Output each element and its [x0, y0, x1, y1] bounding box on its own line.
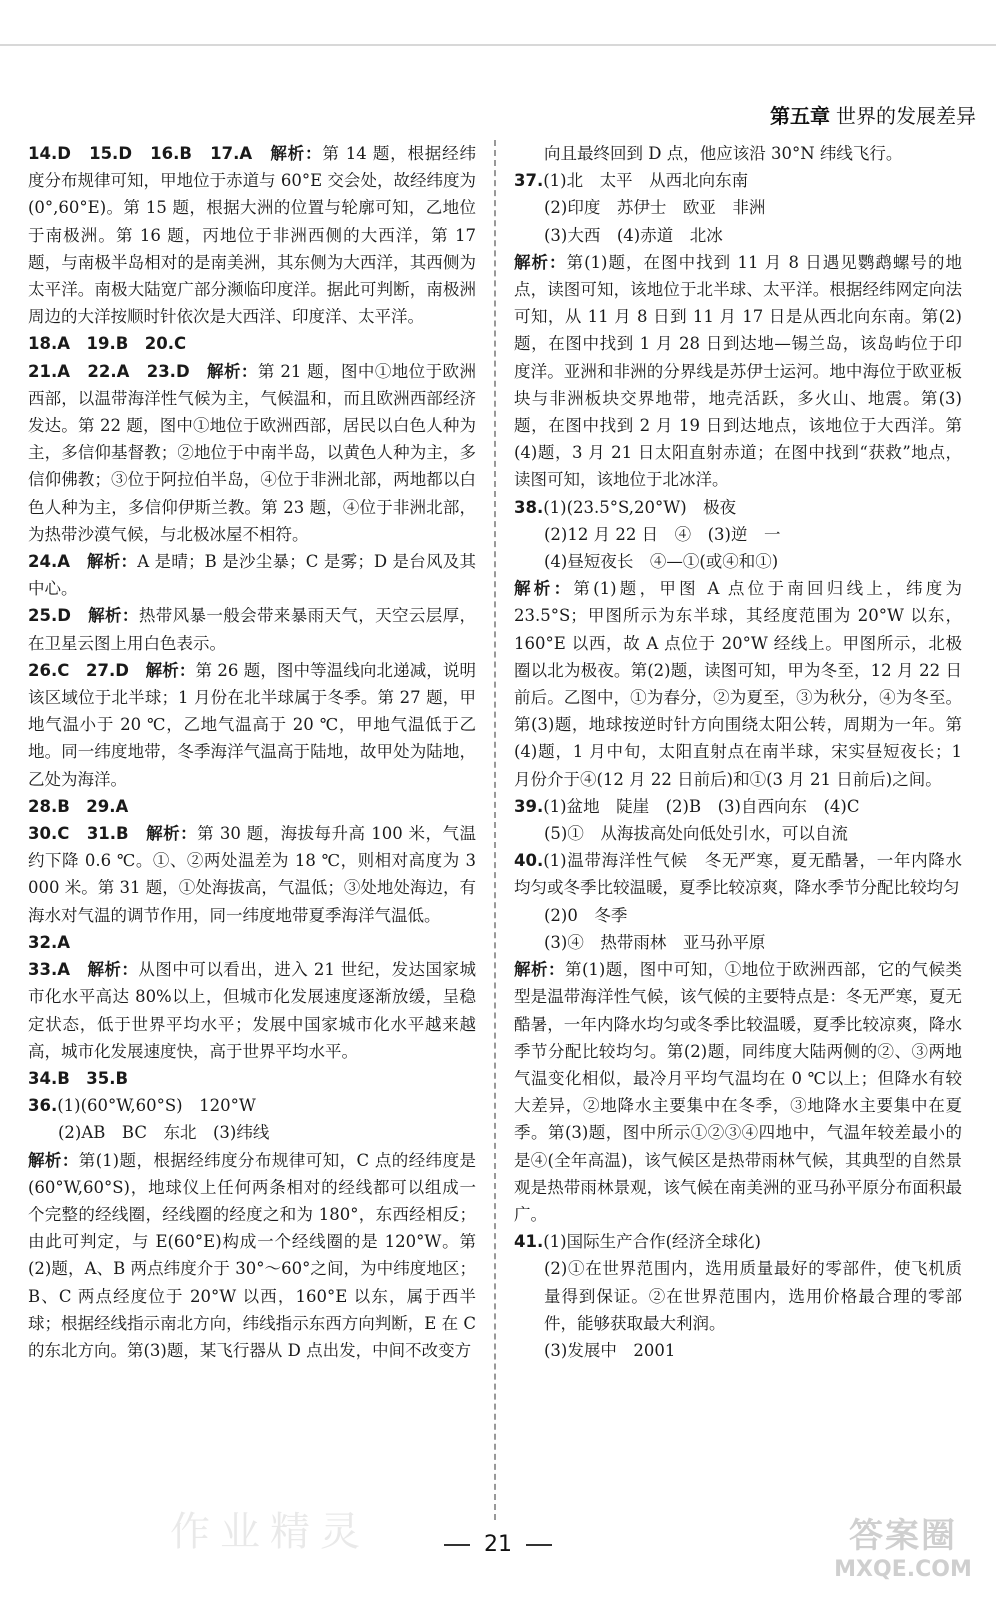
answer-line: [514, 575, 962, 793]
answer-text: 第 21 题，图中①地位于欧洲西部，以温带海洋性气候为主，气候温和，而且欧洲西部经济发达。第 22 题，图中①地位于欧洲西部，居民以白色人种为主，多信仰基督教；②地位于中南半岛，以黄色人种为主，多信仰佛教；③位于阿拉伯半岛，④位于非洲北部，两地都以白色人种为主，多信仰伊斯兰教。第 23 题，④位于非洲北部，为热带沙漠气候，与北极冰屋不相符。: [28, 361, 476, 544]
answer-line: [28, 358, 476, 548]
answer-text: (2)印度 苏伊士 欧亚 非洲: [544, 198, 766, 218]
answer-number: 36.: [28, 1096, 58, 1116]
answer-number: 39.: [514, 796, 544, 816]
answer-line: [28, 1065, 476, 1092]
answer-number: 21.A 22.A 23.D 解析：: [28, 361, 258, 381]
answer-line: [514, 929, 962, 956]
answer-line: [514, 194, 962, 221]
answer-number: 34.B 35.B: [28, 1068, 129, 1088]
answer-text: (2)AB BC 东北 (3)纬线: [58, 1123, 270, 1143]
answer-text: (1)国际生产合作(经济全球化): [543, 1232, 761, 1252]
right-column: [514, 140, 962, 1364]
page-number-value: 21: [484, 1532, 512, 1557]
answer-line: [514, 1337, 962, 1364]
watermark-logo-url: MXQE.COM: [834, 1557, 972, 1582]
answer-text: 第 14 题，根据经纬度分布规律可知，甲地位于赤道与 60°E 交会处，故经纬度为(0°,60°E)。第 15 题，根据大洲的位置与轮廓可知，乙地位于南极洲。第 16 题，丙地位于非洲西侧的大西洋，第 17 题，与南极半岛相对的是南美洲，其东侧为大西洋，其西侧为太平洋。南极大陆宽广部分濒临印度洋。据此可判断，南极洲周边的大洋按顺时针依次是大西洋、印度洋、太平洋。: [28, 144, 476, 327]
answer-line: [514, 140, 962, 167]
answer-line: [28, 330, 476, 357]
answer-number: 解析：: [28, 1150, 79, 1170]
answer-text: 第(1)题，在图中找到 11 月 8 日遇见鹦鹉螺号的地点，读图可知，该地位于北半球、太平洋。根据经纬网定向法可知，从 11 月 8 日到 11 月 17 日是从西北向东南。第(2)题，在图中找到 1 月 28 日到达地—锡兰岛，该岛屿位于印度洋。亚洲和非洲的分界线是苏伊士运河。地中海位于欧亚板块与非洲板块交界地带，地壳活跃，多火山、地震。第(3)题，在图中找到 2 月 19 日到达地点，该地位于大西洋。第(4)题，3 月 21 日太阳直射赤道；在图中找到“获救”地点，读图可知，该地位于北冰洋。: [514, 252, 962, 490]
answer-text: (3)发展中 2001: [544, 1340, 676, 1360]
watermark-left: 作业精灵: [170, 1509, 370, 1555]
answer-text: (1)温带海洋性气候 冬无严寒，夏无酷暑，一年内降水均匀或冬季比较温暖，夏季比较凉爽，降水季节分配比较均匀: [514, 851, 962, 898]
answer-number: 24.A 解析：: [28, 552, 138, 572]
answer-text: 第(1)题，图中可知，①地位于欧洲西部，它的气候类型是温带海洋性气候，该气候的主要特点是：冬无严寒，夏无酷暑，一年内降水均匀或冬季比较温暖，夏季比较凉爽，降水季节分配比较均匀。第(2)题，同纬度大陆两侧的②、③两地气温变化相似，最冷月平均气温均在 0 ℃以上；但降水有较大差异，②地降水主要集中在冬季，③地降水主要集中在夏季。第(3)题，图中所示①②③④四地中，气温年较差最小的是④(全年高温)，该气候区是热带雨林气候，其典型的自然景观是热带雨林景观，该气候在南美洲的亚马孙平原分布面积最广。: [514, 960, 963, 1224]
answer-text: (4)昼短夜长 ④—①(或④和①): [544, 552, 779, 572]
answer-text: (5)① 从海拔高处向低处引水，可以自流: [544, 824, 848, 844]
answer-number: 37.: [514, 171, 544, 191]
answer-line: [28, 820, 476, 929]
answer-text: 第(1)题，甲图 A 点位于南回归线上，纬度为 23.5°S；甲图所示为东半球，其经度范围为 20°W 以东，160°E 以西，故 A 点位于 20°W 经线上。甲图所示，北极圈以北为极夜。第(2)题，读图可知，甲为冬至，12 月 22 日前后。乙图中，①为春分，②为夏至，③为秋分，④为冬至。第(3)题，地球按逆时针方向围绕太阳公转，周期为一年。第(4)题，1 月中旬，太阳直射点在南半球，宋实昼短夜长；1 月份介于④(12 月 22 日前后)和①(3 月 21 日前后)之间。: [514, 579, 963, 789]
answer-text: (2)12 月 22 日 ④ (3)逆 一: [544, 524, 781, 544]
answer-text: (2)①在世界范围内，选用质量最好的零部件，使飞机质量得到保证。②在世界范围内，选用价格最合理的零部件，能够获取最大利润。: [544, 1259, 962, 1333]
answer-number: 18.A 19.B 20.C: [28, 334, 187, 354]
answer-line: [28, 1092, 476, 1119]
answer-number: 解析：: [514, 960, 565, 980]
page-dash-right: [526, 1544, 552, 1546]
answer-number: 32.A: [28, 932, 70, 952]
answer-line: [514, 820, 962, 847]
watermark-logo-title: 答案圈: [849, 1516, 957, 1556]
answer-line: [514, 167, 962, 194]
answer-number: 26.C 27.D 解析：: [28, 660, 196, 680]
answer-number: 40.: [514, 851, 544, 871]
answer-text: 第 26 题，图中等温线向北递减，说明该区域位于北半球；1 月份在北半球属于冬季。第 27 题，甲地气温小于 20 ℃，乙地气温高于 20 ℃，甲地气温低于乙地。同一纬度地带，冬季海洋气温高于陆地，故甲处为陆地，乙处为海洋。: [28, 660, 476, 789]
answer-line: [28, 657, 476, 793]
chapter-title: 世界的发展差异: [836, 104, 976, 128]
chapter-number: 第五章: [770, 104, 830, 128]
answer-line: [28, 1119, 476, 1146]
answer-line: [28, 602, 476, 656]
answer-line: [514, 793, 962, 820]
answer-line: [514, 1228, 962, 1255]
answer-text: 热带风暴一般会带来暴雨天气，天空云层厚，在卫星云图上用白色表示。: [28, 606, 477, 653]
answer-number: 解析：: [514, 252, 567, 272]
answer-number: 25.D 解析：: [28, 606, 139, 626]
answer-text: 第 30 题，海拔每升高 100 米，气温约下降 0.6 ℃。①、②两处温差为 18 ℃，则相对高度为 3 000 米。第 31 题，①处海拔高，气温低；③处地处海边，有海水对气温的调节作用，同一纬度地带夏季海洋气温低。: [28, 824, 476, 925]
answer-number: 38.: [514, 497, 544, 517]
answer-text: (1)盆地 陡崖 (2)B (3)自西向东 (4)C: [543, 796, 860, 816]
chapter-header: [770, 100, 976, 129]
answer-line: [514, 249, 962, 494]
answer-text: (2)0 冬季: [544, 905, 628, 925]
page-dash-left: [444, 1544, 470, 1546]
column-divider: [494, 140, 496, 1520]
answer-line: [28, 140, 476, 330]
answer-line: [514, 956, 962, 1228]
answer-number: 14.D 15.D 16.B 17.A 解析：: [28, 144, 323, 163]
answer-line: [28, 1147, 476, 1365]
answer-text: 第(1)题，根据经纬度分布规律可知，C 点的经纬度是(60°W,60°S)，地球仪上任何两条相对的经线都可以组成一个完整的经线圈，经线圈的经度之和为 180°，东西经相反；由此可判定，与 E(60°E)构成一个经线圈的是 120°W。第(2)题，A、B 两点纬度介于 30°～60°之间，为中纬度地区；B、C 两点经度位于 20°W 以西，160°E 以东，属于西半球；根据经线指示南北方向，纬线指示东西方向判断，E 在 C 的东北方向。第(3)题，某飞行器从 D 点出发，中间不改变方: [28, 1150, 476, 1360]
answer-text: (1)北 太平 从西北向东南: [543, 171, 749, 191]
top-rule: [0, 44, 996, 46]
answer-line: [28, 793, 476, 820]
answer-line: [514, 548, 962, 575]
answer-text: (3)大西 (4)赤道 北冰: [544, 225, 723, 245]
answer-line: [28, 548, 476, 602]
answer-text: 从图中可以看出，进入 21 世纪，发达国家城市化水平高达 80%以上，但城市化发展速度逐渐放缓，呈稳定状态，低于世界平均水平；发展中国家城市化水平越来越高，城市化发展速度快，高于世界平均水平。: [28, 960, 476, 1061]
answer-line: [514, 494, 962, 521]
answer-text: (1)(60°W,60°S) 120°W: [57, 1096, 256, 1116]
answer-line: [28, 929, 476, 956]
answer-line: [514, 222, 962, 249]
left-column: [28, 140, 476, 1364]
answer-text: (1)(23.5°S,20°W) 极夜: [543, 497, 737, 517]
answer-number: 30.C 31.B 解析：: [28, 824, 198, 844]
answer-line: [28, 956, 476, 1065]
page-number: [0, 1532, 996, 1557]
answer-line: [514, 521, 962, 548]
answer-line: [514, 902, 962, 929]
answer-text: 向且最终回到 D 点，他应该沿 30°N 纬线飞行。: [544, 144, 903, 163]
answer-line: [514, 1255, 962, 1337]
answer-number: 33.A 解析：: [28, 960, 139, 980]
answer-number: 28.B 29.A: [28, 796, 129, 816]
answer-number: 解析：: [514, 579, 574, 599]
answer-line: [514, 847, 962, 901]
answer-text: (3)④ 热带雨林 亚马孙平原: [544, 932, 766, 952]
answer-number: 41.: [514, 1232, 544, 1252]
answer-text: A 是晴；B 是沙尘暴；C 是雾；D 是台风及其中心。: [28, 552, 477, 599]
